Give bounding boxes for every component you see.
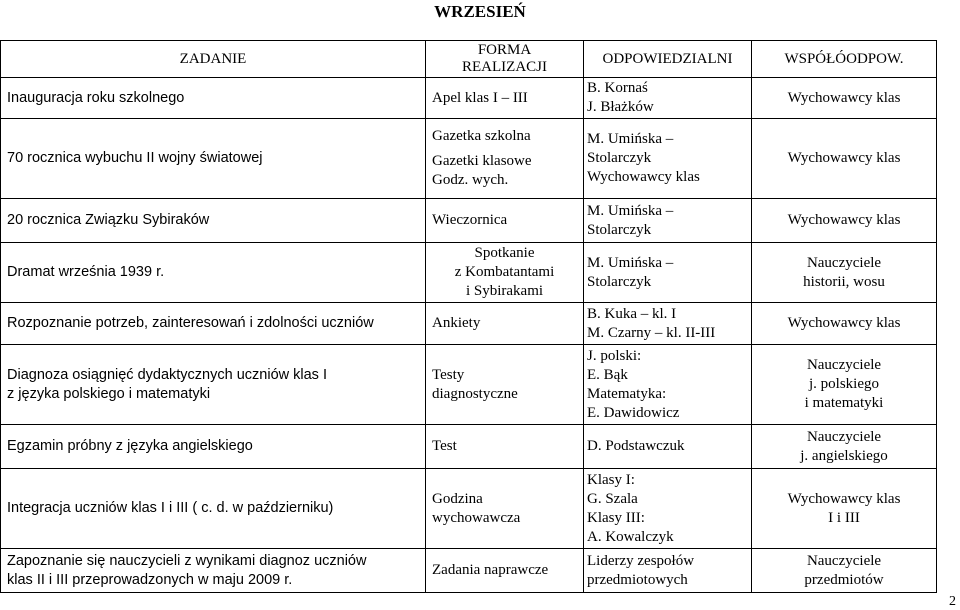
header-responsible: ODPOWIEDZIALNI [584,41,752,78]
task-cell: Diagnoza osiągnięć dydaktycznych uczniów klas I z języka polskiego i matematyki [1,345,426,425]
task-cell: Rozpoznanie potrzeb, zainteresowań i zdolności uczniów [1,303,426,345]
table-row [1,549,937,593]
form-cell: Ankiety [426,303,584,345]
cooperating-cell: Nauczyciele historii, wosu [752,243,937,303]
cooperating-cell: Wychowawcy klas [752,199,937,243]
responsible-cell: J. polski: E. Bąk Matematyka: E. Dawidowicz [584,345,752,425]
cooperating-cell: Nauczyciele j. angielskiego [752,425,937,469]
responsible-cell: B. Kornaś J. Błażków [584,78,752,119]
page-number: 2 [949,594,956,609]
task-cell: Inauguracja roku szkolnego [1,78,426,119]
table-row [1,243,937,303]
form-cell: Godzina wychowawcza [426,469,584,549]
table-row [1,199,937,243]
page-title: WRZESIEŃ [434,2,526,21]
header-cooperating: WSPÓŁÓODPOW. [752,41,937,78]
cooperating-cell: Nauczyciele j. polskiego i matematyki [752,345,937,425]
task-cell: Zapoznanie się nauczycieli z wynikami diagnoz uczniów klas II i III przeprowadzonych w maju 2009 r. [1,549,426,593]
task-cell: 20 rocznica Związku Sybiraków [1,199,426,243]
responsible-cell: M. Umińska – Stolarczyk [584,243,752,303]
header-task: ZADANIE [1,41,426,78]
task-cell: Egzamin próbny z języka angielskiego [1,425,426,469]
header-row [1,41,937,78]
cooperating-cell: Wychowawcy klas I i III [752,469,937,549]
responsible-cell: M. Umińska – Stolarczyk [584,199,752,243]
form-cell: Zadania naprawcze [426,549,584,593]
cooperating-cell: Nauczyciele przedmiotów [752,549,937,593]
table-row [1,303,937,345]
table-row [1,469,937,549]
responsible-cell: Liderzy zespołów przedmiotowych [584,549,752,593]
form-cell: Test [426,425,584,469]
responsible-cell: Klasy I: G. Szala Klasy III: A. Kowalczyk [584,469,752,549]
form-cell: Wieczornica [426,199,584,243]
cooperating-cell: Wychowawcy klas [752,78,937,119]
task-cell: Dramat września 1939 r. [1,243,426,303]
table-row [1,119,937,199]
table-row [1,345,937,425]
header-form: FORMA REALIZACJI [426,41,584,78]
responsible-cell: M. Umińska – Stolarczyk Wychowawcy klas [584,119,752,199]
table-row [1,78,937,119]
form-cell: Gazetka szkolna Gazetki klasowe Godz. wych. [426,119,584,199]
table-row [1,425,937,469]
responsible-cell: D. Podstawczuk [584,425,752,469]
responsible-cell: B. Kuka – kl. I M. Czarny – kl. II-III [584,303,752,345]
task-cell: Integracja uczniów klas I i III ( c. d. w październiku) [1,469,426,549]
cooperating-cell: Wychowawcy klas [752,303,937,345]
plan-table [0,40,937,593]
form-cell: Apel klas I – III [426,78,584,119]
form-cell: Spotkanie z Kombatantami i Sybirakami [426,243,584,303]
cooperating-cell: Wychowawcy klas [752,119,937,199]
form-cell: Testy diagnostyczne [426,345,584,425]
task-cell: 70 rocznica wybuchu II wojny światowej [1,119,426,199]
